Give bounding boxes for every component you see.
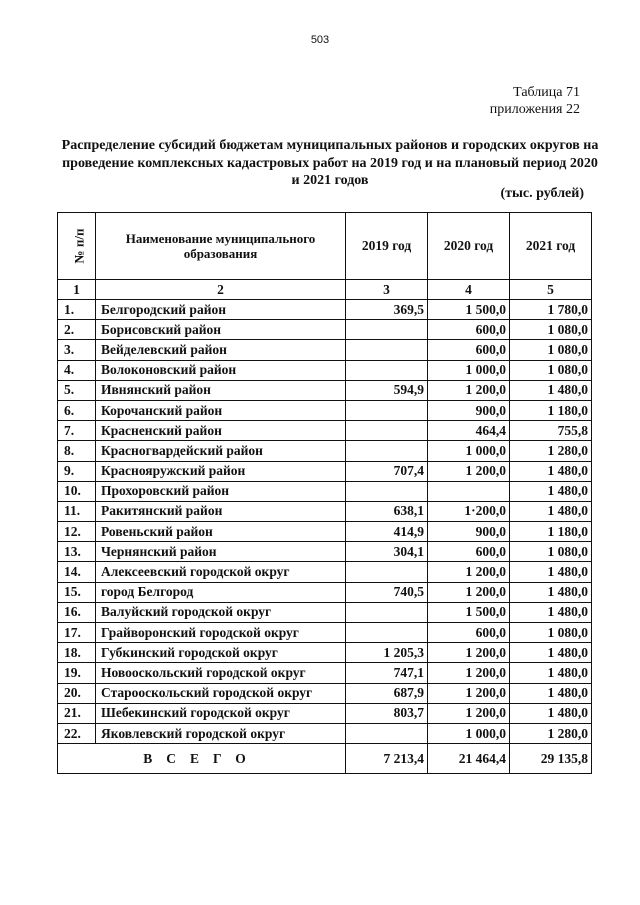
value-2021: 1 080,0 — [510, 623, 592, 643]
value-2019: 747,1 — [346, 663, 428, 683]
row-number: 11. — [58, 501, 96, 521]
municipality-name: Краснояружский район — [96, 461, 346, 481]
value-2021: 1 480,0 — [510, 562, 592, 582]
value-2019: 803,7 — [346, 703, 428, 723]
value-2019: 369,5 — [346, 300, 428, 320]
value-2021: 1 280,0 — [510, 723, 592, 743]
table-row — [58, 501, 592, 521]
row-number: 8. — [58, 441, 96, 461]
table-row — [58, 542, 592, 562]
municipality-name: Старооскольский городской округ — [96, 683, 346, 703]
municipality-name: Ивнянский район — [96, 380, 346, 400]
municipality-name: Волоконовский район — [96, 360, 346, 380]
value-2020: 1 200,0 — [428, 683, 510, 703]
table-row — [58, 562, 592, 582]
table-row — [58, 400, 592, 420]
value-2019 — [346, 481, 428, 501]
row-number: 4. — [58, 360, 96, 380]
value-2020: 600,0 — [428, 623, 510, 643]
value-2021: 1 080,0 — [510, 360, 592, 380]
row-number: 22. — [58, 723, 96, 743]
value-2021: 1 480,0 — [510, 643, 592, 663]
municipality-name: Алексеевский городской округ — [96, 562, 346, 582]
value-2020: 1 200,0 — [428, 461, 510, 481]
municipality-name: Красненский район — [96, 421, 346, 441]
row-number: 20. — [58, 683, 96, 703]
value-2021: 755,8 — [510, 421, 592, 441]
value-2020: 1 200,0 — [428, 380, 510, 400]
value-2021: 1 480,0 — [510, 501, 592, 521]
value-2021: 1 480,0 — [510, 602, 592, 622]
value-2021: 1 280,0 — [510, 441, 592, 461]
table-row — [58, 441, 592, 461]
row-number: 17. — [58, 623, 96, 643]
row-number: 19. — [58, 663, 96, 683]
value-2020: 1 500,0 — [428, 602, 510, 622]
municipality-name: Губкинский городской округ — [96, 643, 346, 663]
value-2019 — [346, 340, 428, 360]
value-2020 — [428, 481, 510, 501]
value-2021: 1 480,0 — [510, 663, 592, 683]
value-2020: 1 200,0 — [428, 703, 510, 723]
row-number: 9. — [58, 461, 96, 481]
value-2020: 1 000,0 — [428, 360, 510, 380]
row-number: 6. — [58, 400, 96, 420]
municipality-name: Чернянский район — [96, 542, 346, 562]
value-2019 — [346, 400, 428, 420]
value-2019 — [346, 421, 428, 441]
total-2021: 29 135,8 — [510, 744, 592, 774]
value-2019 — [346, 360, 428, 380]
value-2020: 1 200,0 — [428, 663, 510, 683]
municipality-name: Яковлевский городской округ — [96, 723, 346, 743]
units-label: (тыс. рублей) — [500, 186, 584, 201]
table-row — [58, 623, 592, 643]
row-number: 14. — [58, 562, 96, 582]
header-2019: 2019 год — [346, 213, 428, 280]
row-number: 13. — [58, 542, 96, 562]
municipality-name: Борисовский район — [96, 320, 346, 340]
row-number: 10. — [58, 481, 96, 501]
value-2019: 740,5 — [346, 582, 428, 602]
value-2020: 600,0 — [428, 320, 510, 340]
value-2021: 1 480,0 — [510, 703, 592, 723]
value-2020: 464,4 — [428, 421, 510, 441]
row-number: 3. — [58, 340, 96, 360]
municipality-name: Новооскольский городской округ — [96, 663, 346, 683]
value-2021: 1 480,0 — [510, 461, 592, 481]
value-2021: 1 480,0 — [510, 481, 592, 501]
column-number: 3 — [346, 280, 428, 300]
value-2019 — [346, 602, 428, 622]
row-number: 15. — [58, 582, 96, 602]
municipality-name: город Белгород — [96, 582, 346, 602]
value-2019 — [346, 562, 428, 582]
value-2021: 1 180,0 — [510, 522, 592, 542]
row-number: 12. — [58, 522, 96, 542]
column-number-row — [58, 280, 592, 300]
row-number: 7. — [58, 421, 96, 441]
header-2020: 2020 год — [428, 213, 510, 280]
municipality-name: Красногвардейский район — [96, 441, 346, 461]
municipality-name: Белгородский район — [96, 300, 346, 320]
table-row — [58, 522, 592, 542]
table-row — [58, 683, 592, 703]
table-row — [58, 703, 592, 723]
table-row — [58, 421, 592, 441]
row-number: 16. — [58, 602, 96, 622]
municipality-name: Корочанский район — [96, 400, 346, 420]
value-2021: 1 080,0 — [510, 542, 592, 562]
column-number: 5 — [510, 280, 592, 300]
row-number: 18. — [58, 643, 96, 663]
row-number: 5. — [58, 380, 96, 400]
value-2019 — [346, 320, 428, 340]
column-number: 2 — [96, 280, 346, 300]
municipality-name: Ровеньский район — [96, 522, 346, 542]
table-row — [58, 320, 592, 340]
value-2019: 304,1 — [346, 542, 428, 562]
header-2021: 2021 год — [510, 213, 592, 280]
column-number: 1 — [58, 280, 96, 300]
table-row — [58, 461, 592, 481]
value-2019: 707,4 — [346, 461, 428, 481]
table-row — [58, 602, 592, 622]
value-2021: 1 080,0 — [510, 320, 592, 340]
row-number: 2. — [58, 320, 96, 340]
table-row — [58, 340, 592, 360]
table-row — [58, 582, 592, 602]
value-2021: 1 080,0 — [510, 340, 592, 360]
value-2021: 1 180,0 — [510, 400, 592, 420]
table-body — [58, 300, 592, 744]
appendix-reference: приложения 22 — [489, 102, 580, 117]
total-2019: 7 213,4 — [346, 744, 428, 774]
value-2020: 600,0 — [428, 542, 510, 562]
table-row — [58, 300, 592, 320]
table-reference — [490, 84, 580, 118]
value-2021: 1 480,0 — [510, 683, 592, 703]
municipality-name: Грайворонский городской округ — [96, 623, 346, 643]
value-2020: 1 000,0 — [428, 441, 510, 461]
table-row — [58, 723, 592, 743]
table-header-row — [58, 213, 592, 280]
value-2020: 1 000,0 — [428, 723, 510, 743]
value-2020: 1 200,0 — [428, 643, 510, 663]
total-label: ВСЕГО — [58, 744, 346, 774]
value-2020: 1 200,0 — [428, 582, 510, 602]
value-2019: 638,1 — [346, 501, 428, 521]
value-2020: 1 500,0 — [428, 300, 510, 320]
table-row — [58, 663, 592, 683]
municipality-name: Валуйский городской округ — [96, 602, 346, 622]
header-number: № п/п — [58, 213, 96, 280]
value-2019 — [346, 623, 428, 643]
value-2019: 1 205,3 — [346, 643, 428, 663]
municipality-name: Вейделевский район — [96, 340, 346, 360]
value-2020: 900,0 — [428, 522, 510, 542]
value-2019 — [346, 441, 428, 461]
value-2019: 594,9 — [346, 380, 428, 400]
municipality-name: Шебекинский городской округ — [96, 703, 346, 723]
row-number: 1. — [58, 300, 96, 320]
total-row — [58, 744, 592, 774]
table-row — [58, 643, 592, 663]
row-number: 21. — [58, 703, 96, 723]
municipality-name: Ракитянский район — [96, 501, 346, 521]
table-number: Таблица 71 — [513, 85, 580, 100]
value-2019: 687,9 — [346, 683, 428, 703]
table-row — [58, 360, 592, 380]
value-2019: 414,9 — [346, 522, 428, 542]
table-row — [58, 481, 592, 501]
header-name: Наименование муниципального образования — [96, 213, 346, 280]
table-row — [58, 380, 592, 400]
value-2020: 900,0 — [428, 400, 510, 420]
column-number: 4 — [428, 280, 510, 300]
value-2019 — [346, 723, 428, 743]
value-2020: 1 200,0 — [428, 562, 510, 582]
subsidy-table — [57, 212, 592, 774]
municipality-name: Прохоровский район — [96, 481, 346, 501]
value-2021: 1 480,0 — [510, 380, 592, 400]
value-2020: 600,0 — [428, 340, 510, 360]
value-2021: 1 780,0 — [510, 300, 592, 320]
document-title: Распределение субсидий бюджетам муниципальных районов и городских округов на проведение комплексных кадастровых работ на 2019 год и на плановый период 2020 и 2021 годов — [61, 138, 599, 188]
value-2021: 1 480,0 — [510, 582, 592, 602]
page-number: 503 — [310, 34, 330, 46]
value-2020: 1·200,0 — [428, 501, 510, 521]
total-2020: 21 464,4 — [428, 744, 510, 774]
